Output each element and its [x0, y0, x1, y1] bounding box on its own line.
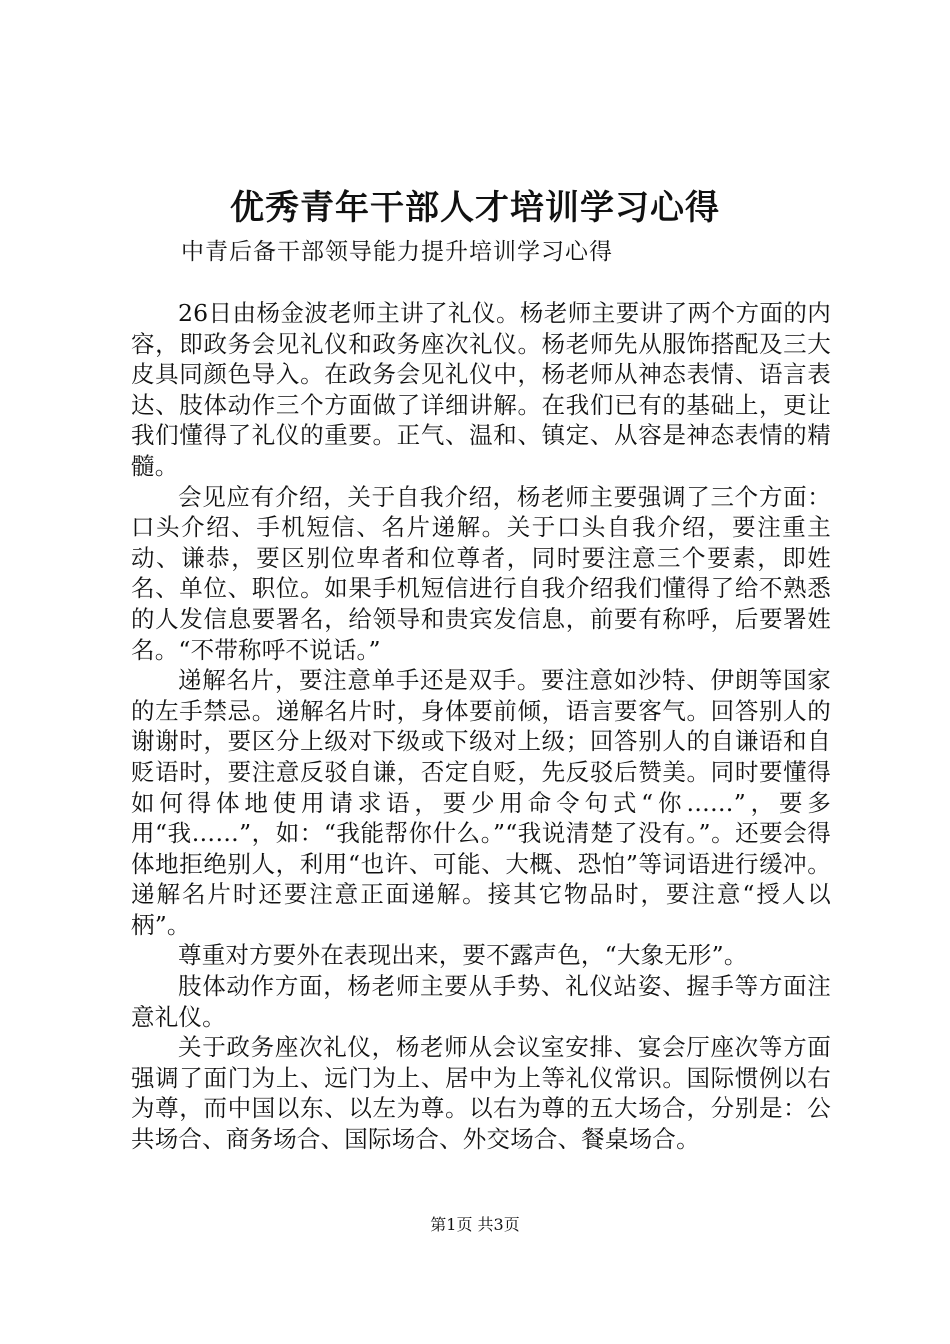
- paragraph: 递解名片，要注意单手还是双手。要注意如沙特、伊朗等国家的左手禁忌。递解名片时，身体要前倾，语言要客气。回答别人的谢谢时，要区分上级对下级或下级对上级；回答别人的自谦语和自贬语时，要注意反驳自谦，否定自贬，先反驳后赞美。同时要懂得如何得体地使用请求语，要少用命令句式“你……”，要多用“我……”，如：“我能帮你什么。”“我说清楚了没有。”。还要会得体地拒绝别人，利用“也许、可能、大概、恐怕”等词语进行缓冲。递解名片时还要注意正面递解。接其它物品时，要注意“授人以柄”。: [131, 666, 831, 939]
- paragraph: 26日由杨金波老师主讲了礼仪。杨老师主要讲了两个方面的内容，即政务会见礼仪和政务座次礼仪。杨老师先从服饰搭配及三大皮具同颜色导入。在政务会见礼仪中，杨老师从神态表情、语言表达、肢体动作三个方面做了详细讲解。在我们已有的基础上，更让我们懂得了礼仪的重要。正气、温和、镇定、从容是神态表情的精髓。: [131, 299, 831, 480]
- document-subtitle: 中青后备干部领导能力提升培训学习心得: [181, 239, 613, 265]
- paragraph: 会见应有介绍，关于自我介绍，杨老师主要强调了三个方面：口头介绍、手机短信、名片递解。关于口头自我介绍，要注重主动、谦恭，要区别位卑者和位尊者，同时要注意三个要素，即姓名、单位、职位。如果手机短信进行自我介绍我们懂得了给不熟悉的人发信息要署名，给领导和贵宾发信息，前要有称呼，后要署姓名。“不带称呼不说话。”: [131, 482, 831, 664]
- paragraph: 关于政务座次礼仪，杨老师从会议室安排、宴会厅座次等方面强调了面门为上、远门为上、居中为上等礼仪常识。国际惯例以右为尊，而中国以东、以左为尊。以右为尊的五大场合，分别是：公共场合、商务场合、国际场合、外交场合、餐桌场合。: [131, 1033, 831, 1154]
- document-body: [131, 298, 831, 1155]
- page-number-footer: 第1页 共3页: [430, 1215, 520, 1234]
- document-title: 优秀青年干部人才培训学习心得: [230, 188, 720, 228]
- paragraph: 肢体动作方面，杨老师主要从手势、礼仪站姿、握手等方面注意礼仪。: [131, 972, 831, 1031]
- paragraph: 尊重对方要外在表现出来，要不露声色，“大象无形”。: [178, 941, 748, 970]
